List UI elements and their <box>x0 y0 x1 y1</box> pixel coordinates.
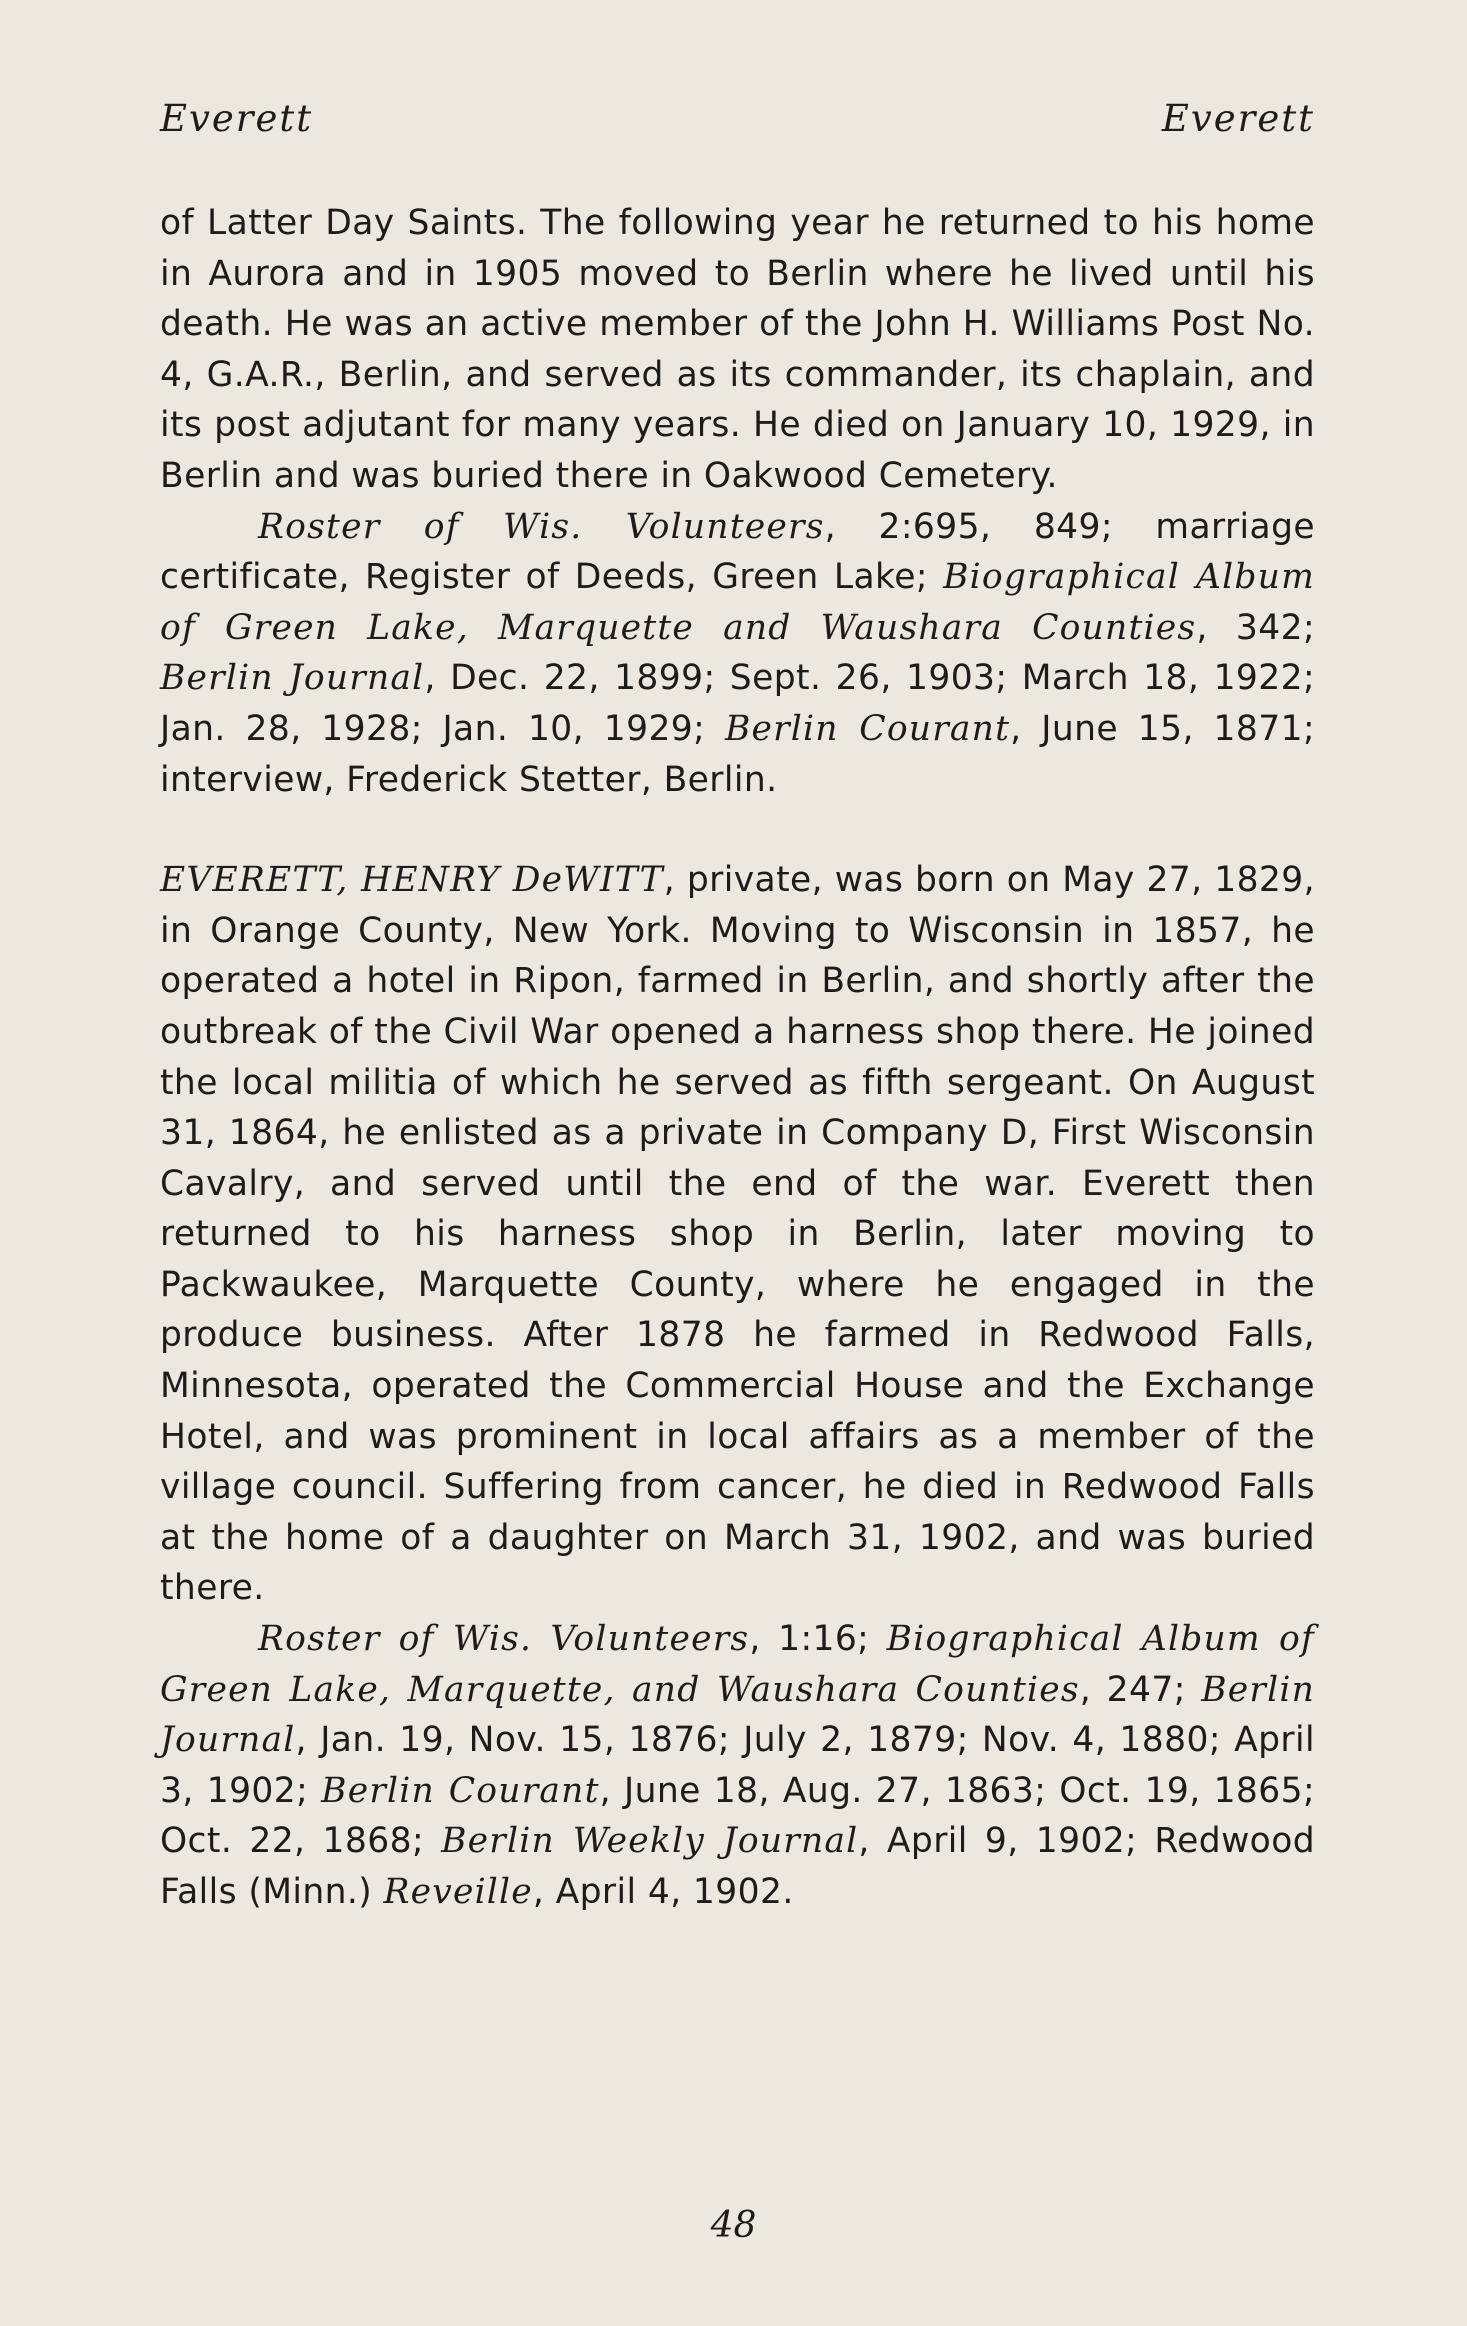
entry-name: EVERETT, HENRY DeWITT <box>160 860 664 901</box>
citation-title: Berlin Journal <box>160 658 425 699</box>
text-segment: , June 18, Aug. 27, 1863; Oct. 19, 1865; Oct. 22, 1868; <box>160 1770 1315 1862</box>
citation-title: Biographical Album of Green Lake, Marquette and Waushara Counties <box>160 557 1315 648</box>
text-segment: of Latter Day Saints. The following year he returned to his home in Aurora and in 1905 moved to Berlin where he lived until his death. He was an active member of the John H. Williams Post No. 4, G.A.R., Berlin, and served as its commander, its chaplain, and its post adjutant for many years. He died on January 10, 1929, in Berlin and was buried there in Oakwood Cemetery. <box>160 203 1315 496</box>
citation-title: Biographical Album of Green Lake, Marquette, and Waushara Counties <box>160 1619 1315 1710</box>
text-segment: , Dec. 22, 1899; Sept. 26, 1903; March 18, 1922; Jan. 28, 1928; Jan. 10, 1929; <box>160 658 1315 749</box>
text-segment: , June 15, 1871; interview, Frederick Stetter, Berlin. <box>160 708 1315 800</box>
citation-title: Reveille <box>383 1872 533 1912</box>
text-segment: , April 9, 1902; Redwood Falls (Minn.) <box>160 1821 1315 1912</box>
paragraph-2-sources <box>160 502 1315 806</box>
text-segment: , April 4, 1902. <box>532 1872 794 1912</box>
body-text <box>160 198 1315 1918</box>
paragraph-1 <box>160 198 1315 502</box>
text-segment: , 342; <box>1196 607 1316 648</box>
text-segment: , 2:695, 849; marriage certificate, Register of Deeds, Green Lake; <box>160 506 1315 598</box>
text-segment: , 247; <box>1079 1669 1202 1710</box>
citation-title: Berlin Journal <box>160 1669 1315 1761</box>
citation-title: Roster of Wis. Volunteers <box>258 1619 750 1660</box>
citation-title: Berlin Courant <box>724 708 1011 749</box>
paragraph-4-sources <box>160 1614 1315 1918</box>
page-number: 48 <box>710 2205 757 2246</box>
paragraph-3-entry <box>160 855 1315 1614</box>
text-segment: , 1:16; <box>749 1619 887 1660</box>
running-head-left: Everett <box>160 97 314 140</box>
running-head-right: Everett <box>1161 97 1315 140</box>
text-segment: , private, was born on May 27, 1829, in Orange County, New York. Moving to Wisconsin in 1857, he operated a hotel in Ripon, farmed in Berlin, and shortly after the outbreak of the Civil War opened a harness shop there. He joined the local militia of which he served as fifth sergeant. On August 31, 1864, he enlisted as a private in Company D, First Wisconsin Cavalry, and served until the end of the war. Everett then returned to his harness shop in Berlin, later moving to Packwaukee, Marquette County, where he engaged in the produce business. After 1878 he farmed in Redwood Falls, Minnesota, operated the Commercial House and the Exchange Hotel, and was prominent in local affairs as a member of the village council. Suffering from cancer, he died in Redwood Falls at the home of a daughter on March 31, 1902, and was buried there. <box>160 860 1315 1609</box>
text-segment: , Jan. 19, Nov. 15, 1876; July 2, 1879; Nov. 4, 1880; April 3, 1902; <box>160 1720 1315 1811</box>
citation-title: Berlin Courant <box>321 1770 600 1811</box>
citation-title: Roster of Wis. Volunteers <box>258 506 825 547</box>
citation-title: Berlin Weekly Journal <box>441 1821 859 1862</box>
